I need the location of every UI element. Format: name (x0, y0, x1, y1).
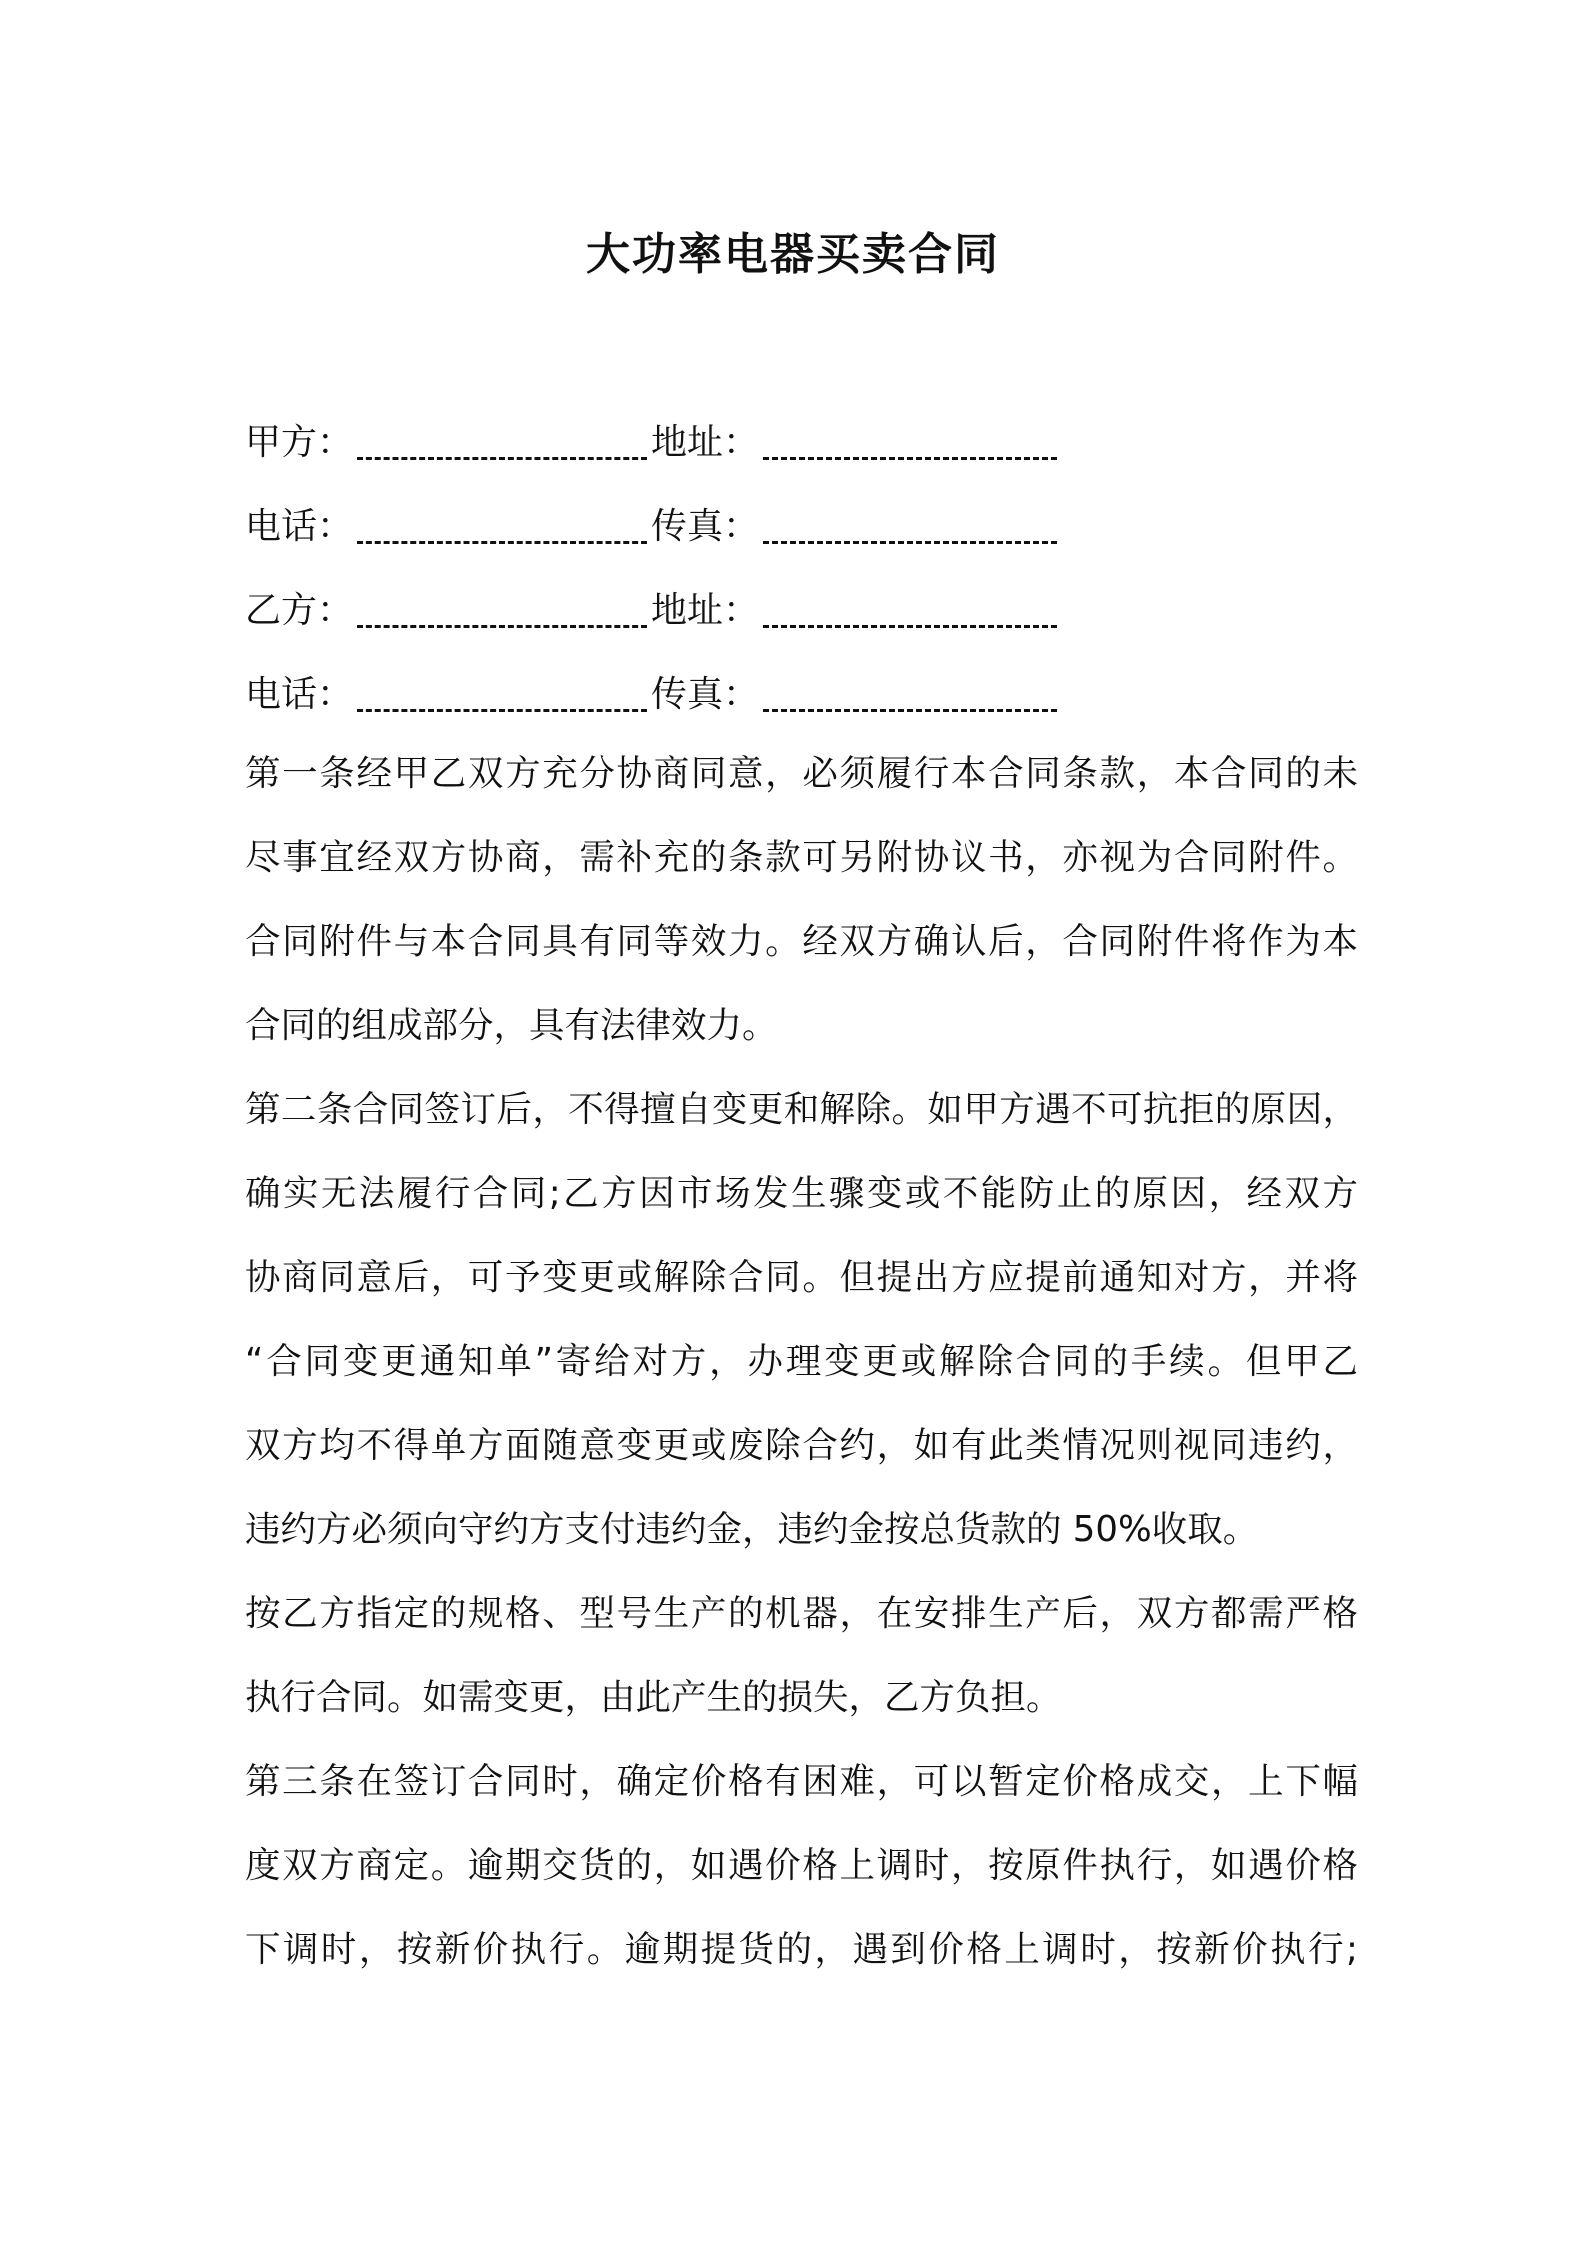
form-row-phone-b (245, 653, 1057, 737)
document-title: 大功率电器买卖合同 (586, 229, 1000, 280)
text-line: 度双方商定。逾期交货的，如遇价格上调时，按原件执行，如遇价格 (245, 1845, 1358, 1886)
party-a-label: 甲方： (245, 422, 354, 463)
party-info-form (245, 401, 1057, 737)
fax-blank[interactable] (763, 538, 1057, 544)
text-line: 双方均不得单方面随意变更或废除合约，如有此类情况则视同违约， (245, 1425, 1358, 1466)
phone-label: 电话： (245, 674, 354, 715)
text-line: 合同的组成部分，具有法律效力。 (245, 1005, 778, 1046)
text-line: 下调时，按新价执行。逾期提货的，遇到价格上调时，按新价执行; (245, 1929, 1358, 1970)
form-row-phone-a (245, 485, 1057, 569)
address-label: 地址： (651, 590, 760, 631)
address-blank[interactable] (763, 622, 1057, 628)
text-line: 违约方必须向守约方支付违约金，违约金按总货款的 50%收取。 (245, 1509, 1259, 1550)
text-line: 第一条经甲乙双方充分协商同意，必须履行本合同条款，本合同的未 (245, 753, 1358, 794)
text-line: 协商同意后，可予变更或解除合同。但提出方应提前通知对方，并将 (245, 1257, 1358, 1298)
form-row-party-a (245, 401, 1057, 485)
text-line: 尽事宜经双方协商，需补充的条款可另附协议书，亦视为合同附件。 (245, 837, 1358, 878)
contract-body (245, 732, 1358, 1992)
text-line: 按乙方指定的规格、型号生产的机器，在安排生产后，双方都需严格 (245, 1593, 1358, 1634)
address-label: 地址： (651, 422, 760, 463)
text-line: 确实无法履行合同;乙方因市场发生骤变或不能防止的原因，经双方 (245, 1173, 1358, 1214)
fax-label: 传真： (651, 506, 760, 547)
phone-blank[interactable] (357, 706, 647, 712)
fax-blank[interactable] (763, 706, 1057, 712)
phone-label: 电话： (245, 506, 354, 547)
party-a-blank[interactable] (357, 454, 647, 460)
text-line: 第二条合同签订后，不得擅自变更和解除。如甲方遇不可抗拒的原因， (245, 1089, 1358, 1130)
text-line: 合同附件与本合同具有同等效力。经双方确认后，合同附件将作为本 (245, 921, 1358, 962)
form-row-party-b (245, 569, 1057, 653)
text-line: “合同变更通知单”寄给对方，办理变更或解除合同的手续。但甲乙 (245, 1341, 1358, 1382)
phone-blank[interactable] (357, 538, 647, 544)
text-line: 执行合同。如需变更，由此产生的损失，乙方负担。 (245, 1677, 1062, 1718)
party-b-label: 乙方： (245, 590, 354, 631)
party-b-blank[interactable] (357, 622, 647, 628)
text-line: 第三条在签订合同时，确定价格有困难，可以暂定价格成交，上下幅 (245, 1761, 1358, 1802)
address-blank[interactable] (763, 454, 1057, 460)
fax-label: 传真： (651, 674, 760, 715)
